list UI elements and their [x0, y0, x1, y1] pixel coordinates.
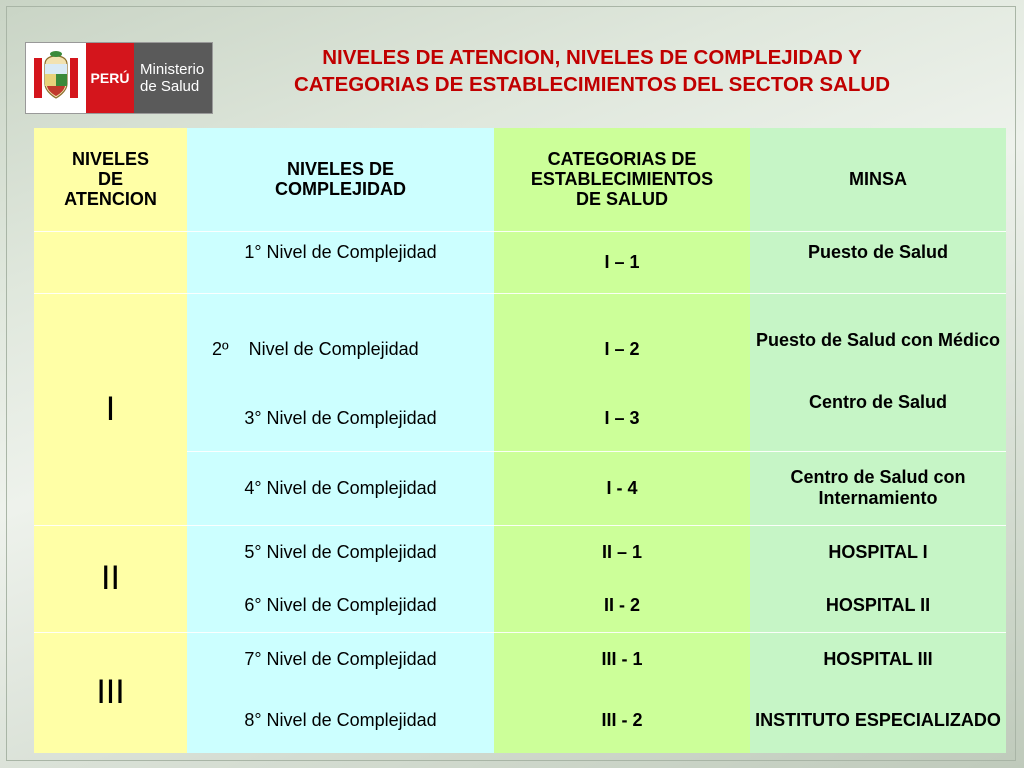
header-niveles-atencion: [34, 128, 187, 231]
complejidad-cell: 8° Nivel de Complejidad: [187, 687, 494, 753]
minsa-cell: Centro de Salud con Internamiento: [750, 451, 1006, 525]
header-text: NIVELES: [71, 149, 150, 170]
categoria-cell: II - 2: [494, 580, 750, 632]
header-text: DE SALUD: [575, 189, 668, 210]
categoria-cell: I – 1: [494, 231, 750, 293]
header-text: COMPLEJIDAD: [274, 179, 406, 200]
page-title: [222, 44, 962, 98]
complejidad-cell: 3° Nivel de Complejidad: [187, 386, 494, 451]
header-text: DE: [97, 169, 123, 190]
table-header-row: [34, 128, 1006, 231]
categoria-cell: I – 2: [494, 293, 750, 386]
table-row: [34, 525, 1006, 580]
minsa-cell: HOSPITAL III: [750, 632, 1006, 687]
header-categorias: [494, 128, 750, 231]
table-row: [34, 632, 1006, 687]
header-text: CATEGORIAS DE: [547, 149, 697, 170]
minsa-cell: HOSPITAL II: [750, 580, 1006, 632]
level-cell-II: II: [34, 525, 187, 632]
header-text: ATENCION: [64, 189, 157, 210]
complejidad-cell: 5° Nivel de Complejidad: [187, 525, 494, 580]
categoria-cell: I – 3: [494, 386, 750, 451]
complejidad-cell: 7° Nivel de Complejidad: [187, 632, 494, 687]
header-niveles-complejidad: [187, 128, 494, 231]
ministerio-salud-logo: [25, 42, 213, 114]
ministry-line-1: Ministerio: [140, 61, 205, 78]
title-line-1: NIVELES DE ATENCION, NIVELES DE COMPLEJIDAD Y: [322, 46, 862, 69]
levels-table: [34, 128, 1006, 753]
complejidad-cell: 2º Nivel de Complejidad: [187, 293, 494, 386]
categoria-cell: III - 2: [494, 687, 750, 753]
peru-label: PERÚ: [86, 43, 134, 113]
title-line-2: CATEGORIAS DE ESTABLECIMIENTOS DEL SECTOR SALUD: [293, 73, 891, 96]
minsa-cell: INSTITUTO ESPECIALIZADO: [750, 687, 1006, 753]
minsa-cell: Puesto de Salud con Médico: [750, 293, 1006, 386]
header-text: NIVELES DE: [286, 159, 395, 180]
complejidad-cell: 6° Nivel de Complejidad: [187, 580, 494, 632]
minsa-cell: Puesto de Salud: [750, 231, 1006, 293]
minsa-cell: HOSPITAL I: [750, 525, 1006, 580]
ministry-line-2: de Salud: [140, 78, 200, 95]
complejidad-cell: 4° Nivel de Complejidad: [187, 451, 494, 525]
level-cell-I: I: [34, 293, 187, 525]
categoria-cell: II – 1: [494, 525, 750, 580]
header-minsa: MINSA: [750, 128, 1006, 231]
categoria-cell: III - 1: [494, 632, 750, 687]
level-cell-III: III: [34, 632, 187, 753]
complejidad-cell: 1° Nivel de Complejidad: [187, 231, 494, 293]
level-cell: [34, 231, 187, 293]
table-row: [34, 231, 1006, 293]
table-row: [34, 293, 1006, 386]
coat-of-arms-icon: [26, 43, 86, 113]
ministry-name: [134, 43, 212, 113]
header-text: ESTABLECIMIENTOS: [530, 169, 714, 190]
categoria-cell: I - 4: [494, 451, 750, 525]
minsa-cell: Centro de Salud: [750, 386, 1006, 451]
